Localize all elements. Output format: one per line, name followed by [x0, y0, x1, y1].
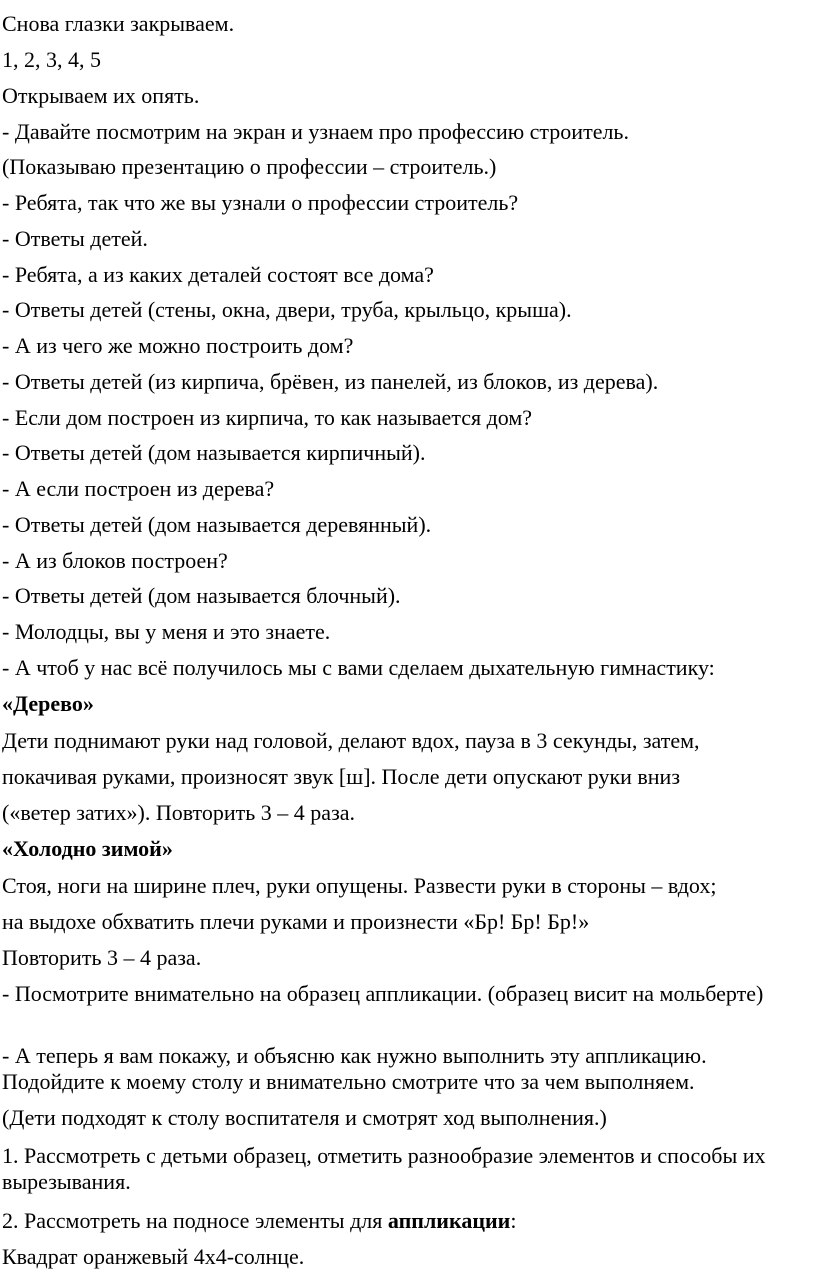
text-line: - Ответы детей (дом называется кирпичный).: [2, 440, 426, 465]
text-line: Квадрат оранжевый 4х4-солнце.: [2, 1244, 305, 1269]
text-line: Повторить 3 – 4 раза.: [2, 945, 202, 970]
exercise-title: «Дерево»: [2, 691, 94, 716]
text-line: («ветер затих»). Повторить 3 – 4 раза.: [2, 800, 356, 825]
text-line: Дети поднимают руки над головой, делают вдох, пауза в 3 секунды, затем,: [2, 728, 700, 753]
text-line: покачивая руками, произносят звук [ш]. После дети опускают руки вниз: [2, 764, 681, 789]
list-item-suffix: :: [510, 1208, 517, 1233]
text-line: - Ответы детей (из кирпича, брёвен, из панелей, из блоков, из дерева).: [2, 369, 659, 394]
paragraph: (Дети подходят к столу воспитателя и смотрят ход выполнения.): [2, 1105, 607, 1130]
text-line: - А чтоб у нас всё получилось мы с вами сделаем дыхательную гимнастику:: [2, 655, 715, 680]
list-item-text: 2. Рассмотреть на подносе элементы для: [2, 1208, 388, 1233]
text-line: 1, 2, 3, 4, 5: [2, 47, 101, 72]
text-line: (Показываю презентацию о профессии – строитель.): [2, 154, 497, 179]
text-line: - Если дом построен из кирпича, то как называется дом?: [2, 405, 533, 430]
text-line: Стоя, ноги на ширине плеч, руки опущены. Развести руки в стороны – вдох;: [2, 873, 717, 898]
text-line: на выдохе обхватить плечи руками и произнести «Бр! Бр! Бр!»: [2, 909, 590, 934]
text-line: - Давайте посмотрим на экран и узнаем про профессию строитель.: [2, 119, 629, 144]
text-line: Снова глазки закрываем.: [2, 11, 235, 36]
text-line: - А из чего же можно построить дом?: [2, 333, 354, 358]
paragraph: - А теперь я вам покажу, и объясню как нужно выполнить эту аппликацию. Подойдите к моему столу и внимательно смотрите что за чем выполняем.: [2, 1043, 707, 1094]
text-line: - Ребята, так что же вы узнали о профессии строитель?: [2, 190, 519, 215]
text-line: - Ребята, а из каких деталей состоят все дома?: [2, 262, 434, 287]
text-line: - Ответы детей (дом называется блочный).: [2, 583, 401, 608]
text-line: - А из блоков построен?: [2, 548, 228, 573]
text-line: Открываем их опять.: [2, 83, 200, 108]
list-item: [2, 1207, 516, 1235]
exercise-title: «Холодно зимой»: [2, 836, 173, 861]
paragraph: 1. Рассмотреть с детьми образец, отметить разнообразие элементов и способы их вырезывания.: [2, 1143, 766, 1194]
bold-term: аппликации: [387, 1208, 511, 1233]
text-line: - Ответы детей (стены, окна, двери, труба, крыльцо, крыша).: [2, 297, 572, 322]
text-line: - Молодцы, вы у меня и это знаете.: [2, 619, 331, 644]
text-line: - Ответы детей (дом называется деревянный).: [2, 512, 432, 537]
text-line: - Ответы детей.: [2, 226, 148, 251]
paragraph: - Посмотрите внимательно на образец аппликации. (образец висит на мольберте): [2, 981, 764, 1006]
text-line: - А если построен из дерева?: [2, 476, 275, 501]
